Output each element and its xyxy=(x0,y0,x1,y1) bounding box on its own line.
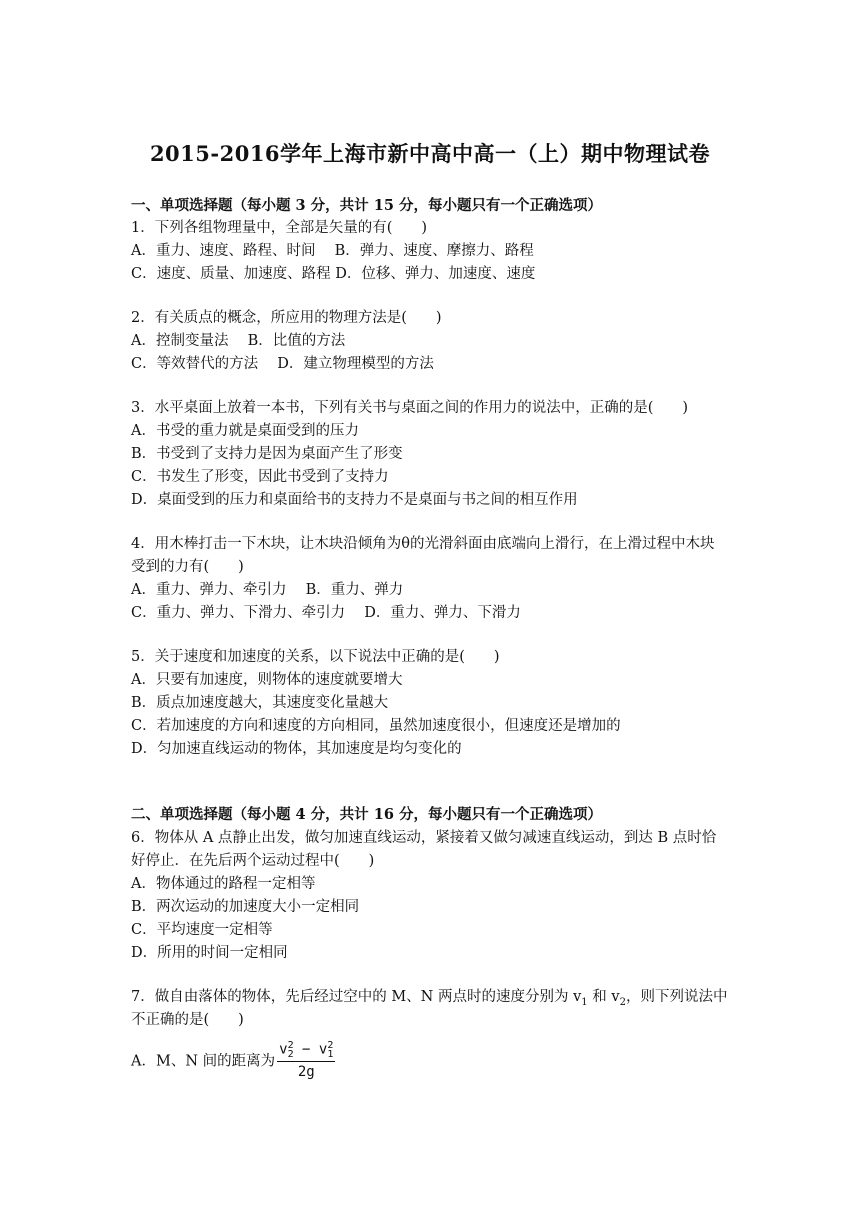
q3-stem: 3．水平桌面上放着一本书，下列有关书与桌面之间的作用力的说法中，正确的是( ) xyxy=(131,400,689,416)
q6-option-d: D．所用的时间一定相同 xyxy=(131,945,288,961)
q1-options-cd: C．速度、质量、加速度、路程 D．位移、弹力、加速度、速度 xyxy=(131,266,536,282)
q6-option-c: C．平均速度一定相等 xyxy=(131,922,273,938)
q7-stem-text-a: 7．做自由落体的物体，先后经过空中的 M、N 两点时的速度分别为 v xyxy=(131,989,582,1005)
q5-option-b: B．质点加速度越大，其速度变化量越大 xyxy=(131,695,389,711)
numerator-sub-1: 1 xyxy=(327,1049,334,1061)
q5-option-a: A．只要有加速度，则物体的速度就要增大 xyxy=(131,672,403,688)
q6-option-a: A．物体通过的路程一定相等 xyxy=(131,876,316,892)
numerator-sub-2: 2 xyxy=(287,1049,294,1061)
fraction-denominator: 2g xyxy=(297,1064,315,1081)
q4-stem-line2: 受到的力有( ) xyxy=(131,559,244,575)
q2-stem: 2．有关质点的概念，所应用的物理方法是( ) xyxy=(131,310,442,326)
q7-stem-text-c: ，则下列说法中 xyxy=(625,989,728,1005)
q3-option-a: A．书受的重力就是桌面受到的压力 xyxy=(131,423,359,439)
q6-stem-line1: 6．物体从 A 点静止出发，做匀加速直线运动，紧接着又做匀减速直线运动，到达 B 点时恰 xyxy=(131,830,717,846)
q7-v2-subscript: 2 xyxy=(619,996,626,1008)
q1-options-ab: A．重力、速度、路程、时间 B．弹力、速度、摩擦力、路程 xyxy=(131,243,534,259)
q6-stem-line2: 好停止．在先后两个运动过程中( ) xyxy=(131,853,375,869)
numerator-minus-v: − v xyxy=(293,1041,328,1058)
q4-options-cd: C．重力、弹力、下滑力、牵引力 D．重力、弹力、下滑力 xyxy=(131,605,521,621)
q3-option-d: D．桌面受到的压力和桌面给书的支持力不是桌面与书之间的相互作用 xyxy=(131,492,578,508)
q2-options-ab: A．控制变量法 B．比值的方法 xyxy=(131,333,346,349)
q4-options-ab: A．重力、弹力、牵引力 B．重力、弹力 xyxy=(131,582,404,598)
q2-options-cd: C．等效替代的方法 D．建立物理模型的方法 xyxy=(131,356,434,372)
section-2-heading: 二、单项选择题（每小题 4 分，共计 16 分，每小题只有一个正确选项） xyxy=(131,806,602,823)
q6-option-b: B．两次运动的加速度大小一定相同 xyxy=(131,899,360,915)
q7-option-a-fraction xyxy=(277,1040,335,1080)
section-1-heading: 一、单项选择题（每小题 3 分，共计 15 分，每小题只有一个正确选项） xyxy=(131,197,602,214)
numerator-v: v xyxy=(279,1041,288,1058)
q5-option-d: D．匀加速直线运动的物体，其加速度是均匀变化的 xyxy=(131,741,462,757)
q3-option-b: B．书受到了支持力是因为桌面产生了形变 xyxy=(131,446,403,462)
q1-stem: 1．下列各组物理量中，全部是矢量的有( ) xyxy=(131,220,428,236)
q7-stem-text-b: 和 v xyxy=(587,989,620,1005)
q7-stem-line1 xyxy=(131,987,727,1013)
page-title: 2015-2016学年上海市新中高中高一（上）期中物理试卷 xyxy=(149,141,711,166)
q4-stem-line1: 4．用木棒打击一下木块，让木块沿倾角为θ的光滑斜面由底端向上滑行，在上滑过程中木块 xyxy=(131,536,715,552)
numerator-sup-1: 2 xyxy=(327,1040,334,1051)
numerator-sup-2: 2 xyxy=(287,1040,294,1051)
q7-option-a-label: A．M、N 间的距离为 xyxy=(131,1053,276,1070)
q5-option-c: C．若加速度的方向和速度的方向相同，虽然加速度很小，但速度还是增加的 xyxy=(131,718,621,734)
q7-option-a xyxy=(131,1040,335,1080)
q7-stem-line2: 不正确的是( ) xyxy=(131,1012,244,1028)
q3-option-c: C．书发生了形变，因此书受到了支持力 xyxy=(131,469,389,485)
fraction-numerator xyxy=(277,1040,335,1062)
q5-stem: 5．关于速度和加速度的关系，以下说法中正确的是( ) xyxy=(131,649,500,665)
q7-v1-subscript: 1 xyxy=(581,996,588,1008)
